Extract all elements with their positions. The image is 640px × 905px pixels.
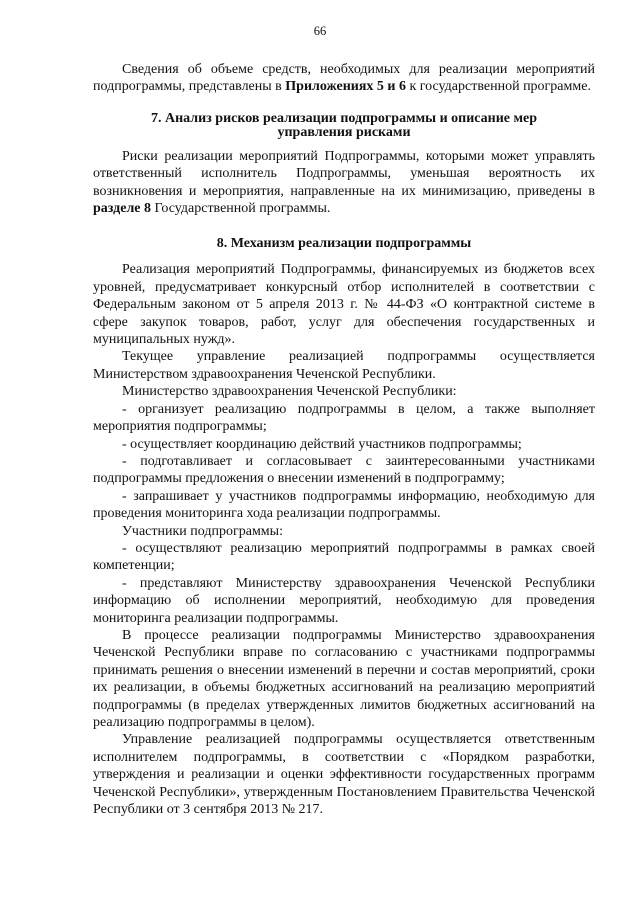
- section-8-paragraph-2: Текущее управление реализацией подпрограммы осуществляется Министерством здравоохранения Чеченской Республики.: [93, 349, 595, 382]
- section-7-text: Риски реализации мероприятий Подпрограммы, которыми может управлять ответственный исполнитель Подпрограммы, уменьшая вероятность их возникновения и мероприятия, направленные на их минимизацию, приведены в: [93, 148, 595, 199]
- section-7-heading-line1: 7. Анализ рисков реализации подпрограммы и описание мер: [150, 110, 538, 126]
- intro-paragraph: [93, 61, 595, 96]
- section-7-heading: [93, 112, 595, 140]
- page-number: 66: [313, 24, 327, 38]
- section-8-paragraph-4: Участники подпрограммы:: [122, 523, 283, 539]
- section-8-paragraph-1: Реализация мероприятий Подпрограммы, финансируемых из бюджетов всех уровней, предусматривает конкурсный отбор исполнителей в соответствии с Федеральным законом от 5 апреля 2013 г. № 44-ФЗ «О контрактной системе в сфере закупок товаров, работ, услуг для обеспечения государственных и муниципальных нужд».: [93, 262, 595, 348]
- section-8-paragraph-3: Министерство здравоохранения Чеченской Республики:: [122, 384, 457, 400]
- intro-text: Сведения об объеме средств, необходимых для реализации мероприятий подпрограммы, представлены в: [93, 62, 595, 95]
- section-7-paragraph: [93, 148, 595, 218]
- section-7-text-end: Государственной программы.: [151, 201, 331, 217]
- section-7-heading-line2: управления рисками: [277, 124, 411, 140]
- intro-text-end: к государственной программе.: [405, 79, 591, 95]
- page-body: [93, 61, 595, 818]
- ministry-list-item: - запрашивает у участников подпрограммы информацию, необходимую для проведения мониторинга хода реализации подпрограммы.: [93, 488, 595, 522]
- section-8-heading: 8. Механизм реализации подпрограммы: [216, 236, 472, 252]
- participant-list-item: - осуществляют реализацию мероприятий подпрограммы в рамках своей компетенции;: [93, 540, 595, 574]
- ministry-list-item: - подготавливает и согласовывает с заинтересованными участниками подпрограммы предложения о внесении изменений в подпрограмму;: [93, 453, 595, 487]
- ministry-list-item: - осуществляет координацию действий участников подпрограммы;: [122, 436, 522, 452]
- participant-list-item: - представляют Министерству здравоохранения Чеченской Республики информацию об исполнении мероприятий, необходимую для проведения мониторинга реализации подпрограммы.: [93, 575, 595, 626]
- section-8-paragraph-6: Управление реализацией подпрограммы осуществляется ответственным исполнителем подпрограммы, в соответствии с «Порядком разработки, утверждения и реализации и оценки эффективности государственных программ Чеченской Республики», утвержденным Постановлением Правительства Чеченской Республики от 3 сентября 2013 № 217.: [93, 732, 595, 818]
- section-7-ref: разделе 8: [93, 201, 152, 217]
- intro-appendix-ref: Приложениях 5 и 6: [285, 79, 406, 95]
- ministry-list-item: - организует реализацию подпрограммы в целом, а также выполняет мероприятия подпрограммы;: [93, 401, 595, 435]
- section-8-paragraph-5: В процессе реализации подпрограммы Министерство здравоохранения Чеченской Республики вправе по согласованию с участниками подпрограммы принимать решения о внесении изменений в перечни и состав мероприятий, сроки их реализации, в объемы бюджетных ассигнований на реализацию мероприятий подпрограммы (в пределах утвержденных лимитов бюджетных ассигнований на реализацию подпрограммы в целом).: [93, 627, 595, 730]
